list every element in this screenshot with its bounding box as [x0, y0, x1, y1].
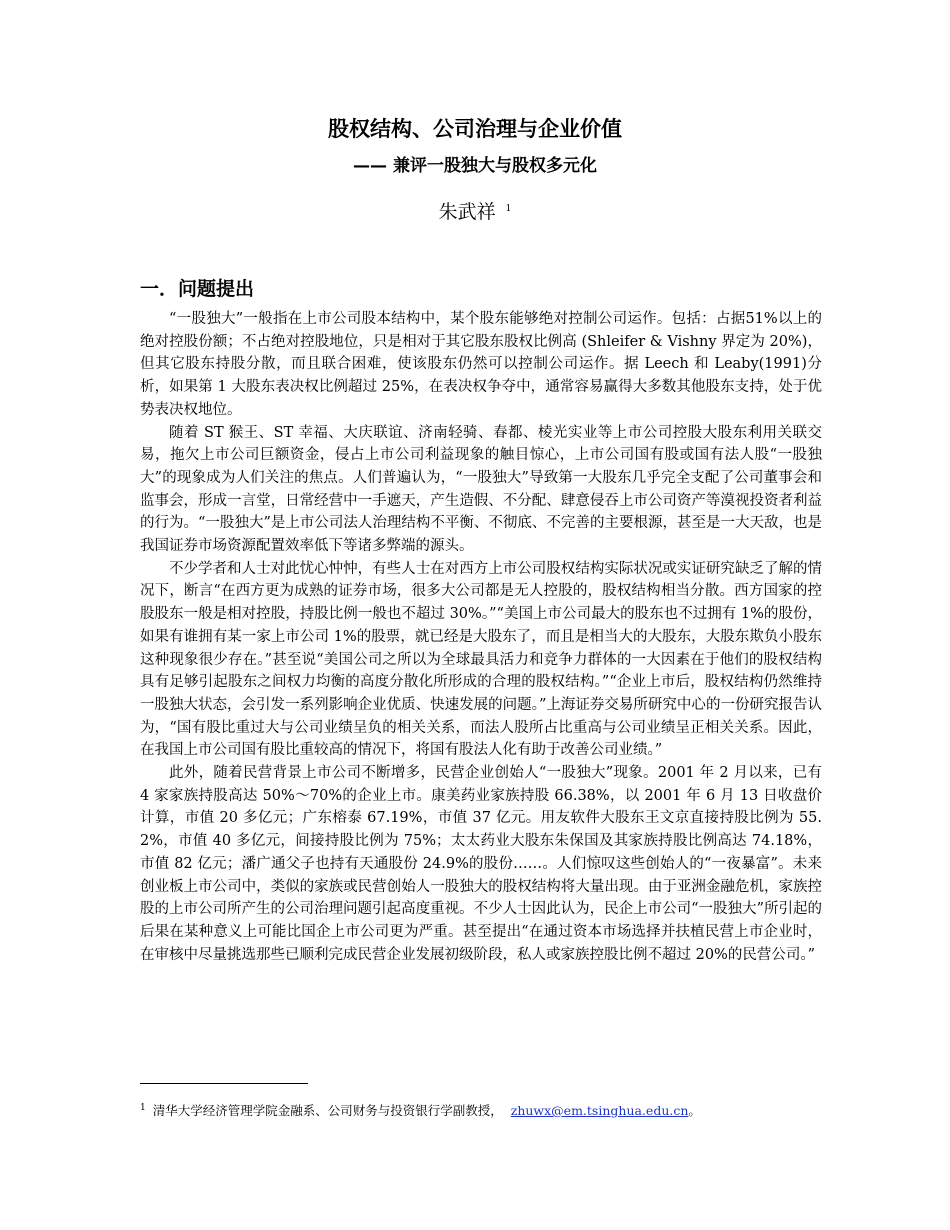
paragraph-4: 此外，随着民营背景上市公司不断增多，民营企业创始人“一股独大”现象。2001 年 2 月以来，已有 4 家家族持股高达 50%～70%的企业上市。康美药业家族持股 66.38%，以 2001 年 6 月 13 日收盘价计算，市值 20 多亿元；广东榕泰 67.19%，市值 37 亿元。用友软件大股东王文京直接持股比例为 55.2%，市值 40 多亿元，间接持股比例为 75%；太太药业大股东朱保国及其家族持股比例高达 74.18%，市值 82 亿元；潘广通父子也持有天通股份 24.9%的股份……。人们惊叹这些创始人的“一夜暴富”。未来创业板上市公司中，类似的家族或民营创始人一股独大的股权结构将大量出现。由于亚洲金融危机，家族控股的上市公司所产生的公司治理问题引起高度重视。不少人士因此认为，民企上市公司“一股独大”所引起的后果在某种意义上可能比国企上市公司更为严重。甚至提出“在通过资本市场选择并扶植民营上市企业时，在审核中尽量挑选那些已顺利完成民营企业发展初级阶段，私人或家族控股比例不超过 20%的民营公司。” — [140, 765, 822, 963]
paragraph-1: “一股独大”一般指在上市公司股本结构中，某个股东能够绝对控制公司运作。包括：占据51%以上的绝对控股份额；不占绝对控股地位，只是相对于其它股东股权比例高 (Shleifer & Vishny 界定为 20%)，但其它股东持股分散，而且联合困难，使该股东仍然可以控制公司运作。据 Leech 和 Leaby(1991)分析，如果第 1 大股东表决权比例超过 25%，在表决权争夺中，通常容易赢得大多数其他股东支持，处于优势表决权地位。 — [140, 311, 822, 418]
author-name: 朱武祥 — [438, 201, 496, 223]
email-link[interactable]: zhuwx@em.tsinghua.edu.cn — [510, 1103, 689, 1118]
footnote-end: 。 — [688, 1103, 701, 1118]
footnote-divider — [140, 1083, 308, 1084]
document-title: 股权结构、公司治理与企业价值 — [328, 117, 622, 141]
footnote-text: 清华大学经济管理学院金融系、公司财务与投资银行学副教授， — [152, 1103, 503, 1118]
footnote — [140, 1097, 840, 1122]
footnote-mark: 1 — [140, 1103, 146, 1113]
section-heading: 一．问题提出 — [140, 278, 255, 300]
author-line — [0, 194, 950, 227]
document-subtitle: —— 兼评一股独大与股权多元化 — [353, 156, 597, 176]
paragraph-3: 不少学者和人士对此忧心忡忡，有些人士在对西方上市公司股权结构实际状况或实证研究缺乏了解的情况下，断言“在西方更为成熟的证券市场，很多大公司都是无人控股的，股权结构相当分散。西方国家的控股股东一般是相对控股，持股比例一般也不超过 30%。”“美国上市公司最大的股东也不过拥有 1%的股份，如果有谁拥有某一家上市公司 1%的股票，就已经是大股东了，而且是相当大的大股东，大股东欺负小股东这种现象很少存在。”甚至说“美国公司之所以为全球最具活力和竞争力群体的一大因素在于他们的股权结构具有足够引起股东之间权力均衡的高度分散化所形成的合理的股权结构。”“企业上市后，股权结构仍然维持一股独大状态，会引发一系列影响企业优质、快速发展的问题。”上海证券交易所研究中心的一份研究报告认为，“国有股比重过大与公司业绩呈负的相关关系，而法人股所占比重高与公司业绩呈正相关关系。因此，在我国上市公司国有股比重较高的情况下，将国有股法人化有助于改善公司业绩。” — [140, 560, 822, 759]
author-footnote-mark[interactable]: 1 — [505, 204, 512, 214]
paragraph-2: 随着 ST 猴王、ST 幸福、大庆联谊、济南轻骑、春都、棱光实业等上市公司控股大股东利用关联交易，拖欠上市公司巨额资金，侵占上市公司利益现象的触目惊心，上市公司国有股或国有法人股“一股独大”的现象成为人们关注的焦点。人们普遍认为，“一股独大”导致第一大股东几乎完全支配了公司董事会和监事会，形成一言堂，日常经营中一手遮天，产生造假、不分配、肆意侵吞上市公司资产等漠视投资者利益的行为。“一股独大”是上市公司法人治理结构不平衡、不彻底、不完善的主要根源，甚至是一大天敌，也是我国证券市场资源配置效率低下等诸多弊端的源头。 — [140, 424, 823, 555]
section-body — [140, 308, 822, 966]
